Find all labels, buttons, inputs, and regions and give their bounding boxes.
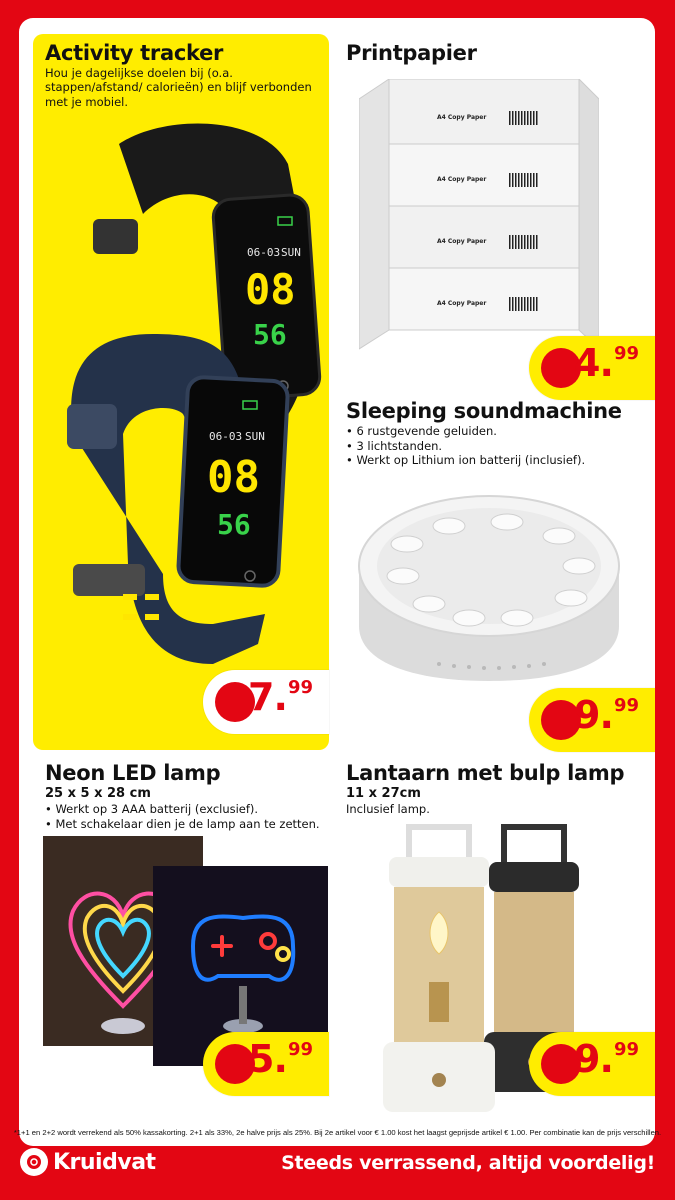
flyer-sheet [19, 18, 655, 1146]
activity-tracker-panel [33, 34, 329, 750]
svg-text:56: 56 [253, 318, 287, 351]
svg-text:06-03: 06-03 [247, 246, 281, 259]
neon-lamp-title: Neon LED lamp [45, 761, 221, 785]
activity-tracker-image [33, 104, 329, 724]
svg-text:08: 08 [207, 452, 260, 503]
activity-tracker-title: Activity tracker [45, 41, 224, 65]
feature-item: • 6 rustgevende geluiden. [346, 424, 585, 439]
printpapier-panel [339, 34, 655, 384]
soundmachine-price: 9.99 [574, 693, 639, 737]
neon-lamp-price-tag [203, 1032, 329, 1096]
feature-item: • Met schakelaar dien je de lamp aan te zetten. [45, 817, 320, 832]
printpapier-image [359, 79, 599, 379]
soundmachine-price-tag [529, 688, 655, 752]
activity-tracker-description: Hou je dagelijkse doelen bij (o.a. stappen/afstand/ calorieën) en blijf verbonden met je mobiel. [45, 66, 312, 109]
lantaarn-size: 11 x 27cm [346, 786, 421, 801]
soundmachine-features [346, 424, 585, 468]
fine-print: *1+1 en 2+2 wordt verrekend als 50% kassakorting. 2+1 als 33%, 2e halve prijs als 25%. Bij 2e artikel voor € 1.00 kost het laagst geprijsde artikel € 1.00. Per combinatie kan de prijs verschillen. [13, 1128, 662, 1137]
svg-text:56: 56 [217, 508, 251, 541]
svg-text:A4 Copy Paper: A4 Copy Paper [437, 176, 487, 183]
soundmachine-title: Sleeping soundmachine [346, 399, 622, 423]
printpapier-price-tag [529, 336, 655, 400]
lantaarn-note: Inclusief lamp. [346, 802, 430, 816]
printpapier-title: Printpapier [346, 41, 477, 65]
brand-name: Kruidvat [53, 1149, 156, 1175]
svg-text:A4 Copy Paper: A4 Copy Paper [437, 300, 487, 307]
feature-item: • 3 lichtstanden. [346, 439, 585, 454]
neon-lamp-features [45, 802, 320, 831]
feature-item: • Werkt op 3 AAA batterij (exclusief). [45, 802, 320, 817]
svg-text:06-03: 06-03 [209, 430, 243, 443]
activity-tracker-price: 7.99 [248, 675, 313, 719]
activity-tracker-price-tag [203, 670, 329, 734]
kruidvat-logo [20, 1148, 156, 1176]
svg-text:A4 Copy Paper: A4 Copy Paper [437, 238, 487, 245]
slogan: Steeds verrassend, altijd voordelig! [281, 1152, 655, 1174]
neon-lamp-panel [33, 756, 329, 1136]
svg-text:SUN: SUN [245, 430, 265, 443]
svg-text:A4 Copy Paper: A4 Copy Paper [437, 114, 487, 121]
svg-text:08: 08 [245, 265, 296, 314]
lantaarn-price: 9.99 [574, 1037, 639, 1081]
kruidvat-logo-icon [20, 1148, 48, 1176]
svg-text:SUN: SUN [281, 246, 301, 259]
soundmachine-image [349, 476, 629, 686]
lantaarn-panel [339, 756, 655, 1136]
navy-tracker-illustration [67, 334, 288, 664]
neon-lamp-price: 5.99 [248, 1037, 313, 1081]
neon-lamp-size: 25 x 5 x 28 cm [45, 786, 151, 801]
feature-item: • Werkt op Lithium ion batterij (inclusief). [346, 453, 585, 468]
printpapier-price: 4.99 [574, 341, 639, 385]
lantaarn-title: Lantaarn met bulp lamp [346, 761, 625, 785]
lantaarn-price-tag [529, 1032, 655, 1096]
soundmachine-panel [339, 392, 655, 752]
